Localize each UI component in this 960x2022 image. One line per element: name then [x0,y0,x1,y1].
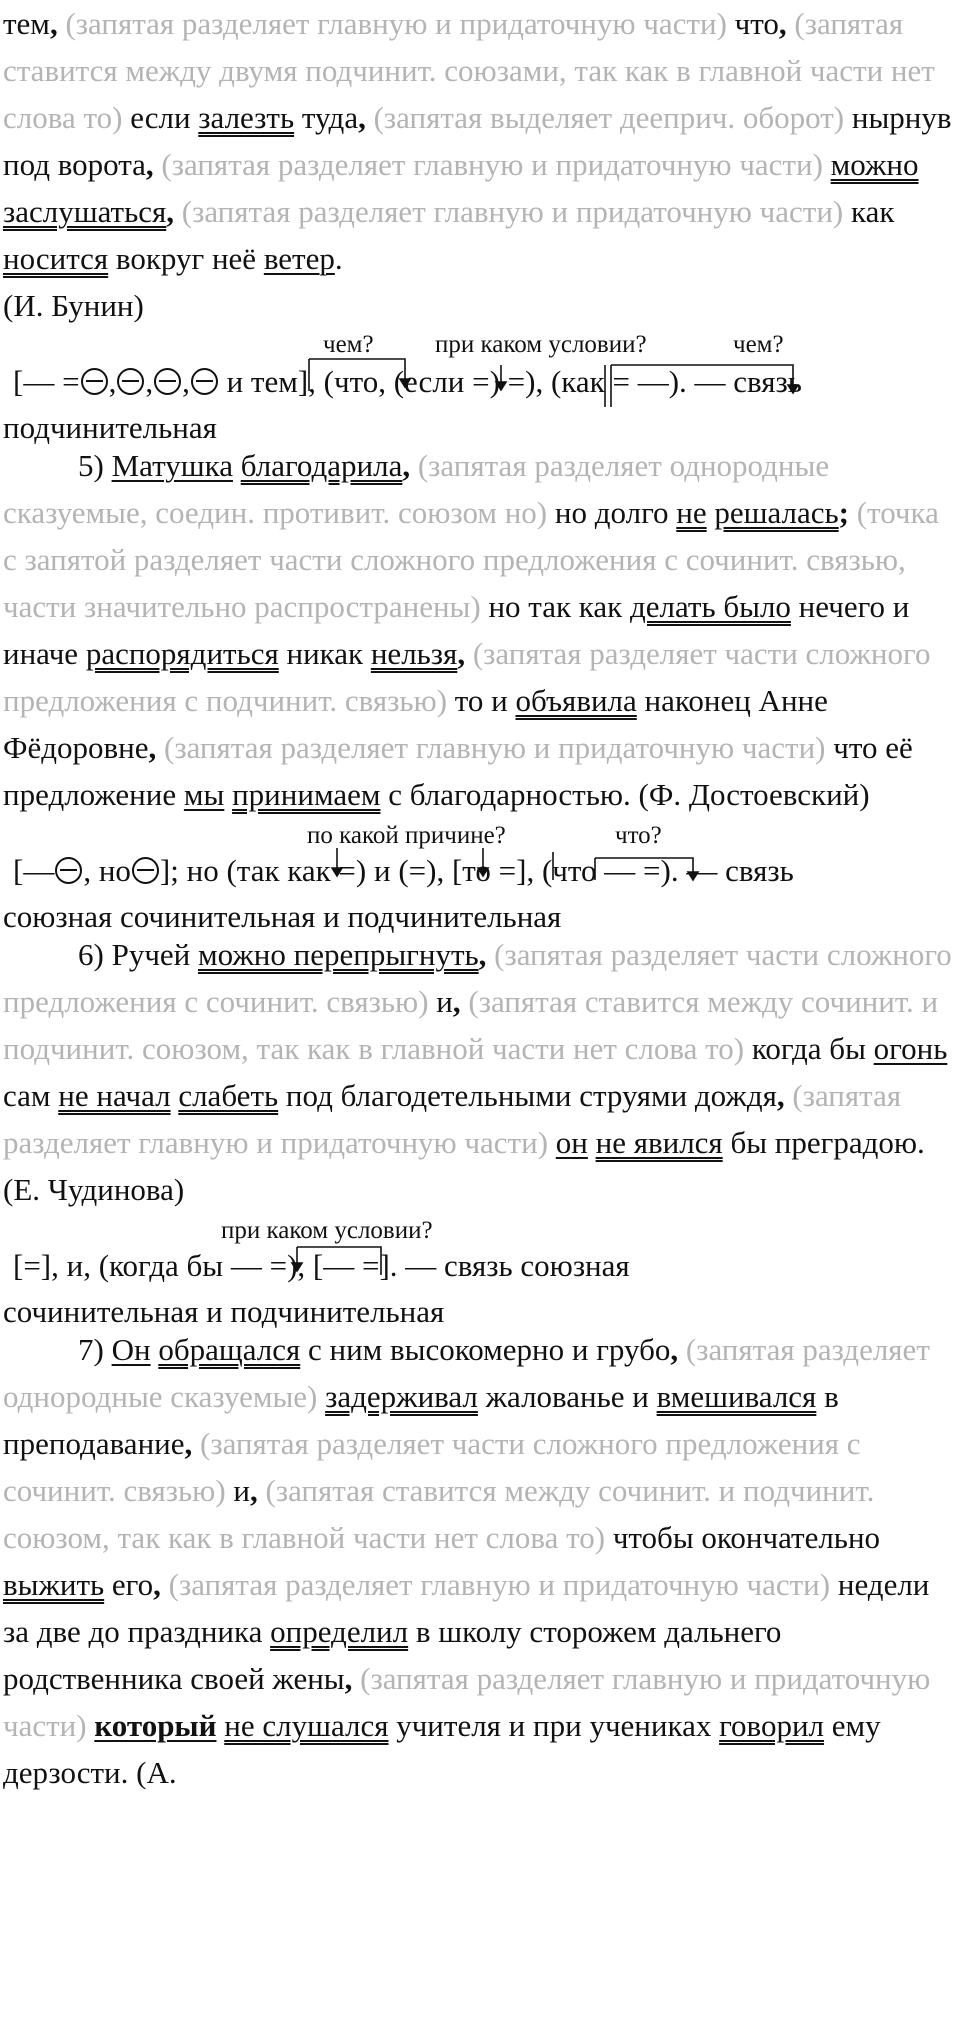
question-label: что? [615,822,662,849]
subject: который [94,1708,217,1743]
scheme-line: [=], и, (когда бы — =), [— =]. — связь союзная [13,1248,630,1283]
predicate: задерживал [325,1379,478,1414]
predicate: залезть [198,100,295,135]
text [588,1125,596,1160]
predicate: благодарила [240,448,403,483]
text: . [334,241,343,276]
predicate: объявила [515,683,637,718]
comment: (запятая разделяет части сложного предложения с подчинит. связью) [3,636,931,718]
paragraph-7 [3,1326,958,1796]
subject: мы [183,777,225,812]
comma: , [184,1426,201,1461]
text: но так как [480,589,630,624]
participle-circle-icon [132,857,159,884]
scheme-line [13,853,794,889]
comment: (запятая ставится между двумя подчинит. союзами, так как в главной части нет слова то) [3,6,935,135]
scheme-3 [3,1213,958,1329]
comma: , [148,730,165,765]
comment: (запятая разделяет главную и придаточную части) [3,1661,931,1743]
subject: Матушка [111,448,233,483]
comma: , [457,636,473,671]
scheme-caption: сочинительная и подчинительная [3,1294,445,1329]
comma: , [478,937,495,972]
scheme-text: [— = [13,364,80,399]
text: то и [447,683,516,718]
text [233,448,241,483]
comma: , [778,6,795,41]
paragraph-5 [3,442,958,818]
semicolon: ; [838,495,857,530]
question-label: чем? [733,331,784,358]
text: с ним высокомерно и грубо [300,1332,671,1367]
predicate: не слушался [224,1708,389,1743]
participle-circle-icon [191,368,218,395]
item-number: 7) [78,1332,112,1367]
scheme-1 [3,329,958,445]
comma: , [776,1078,793,1113]
author: (И. Бунин) [3,288,144,323]
participle-circle-icon [117,368,144,395]
predicate: говорил [719,1708,825,1743]
text: бы преградою. (Е. Чудинова) [3,1125,925,1207]
text: нечего и иначе [3,589,910,671]
subject: Он [111,1332,151,1367]
comment: (запятая разделяет однородные сказуемые) [3,1332,930,1414]
text: в преподавание [3,1379,839,1461]
text: и [225,1473,250,1508]
paragraph-6 [3,931,958,1213]
subject: ветер [263,241,335,276]
comment: (запятая разделяет части сложного предложения с сочинит. связью) [3,1426,861,1508]
comma: , [166,194,182,229]
comment: (запятая разделяет главную и придаточную части) [161,147,823,182]
text: ему дерзости. (А. [3,1708,881,1790]
item-number: 6) Ручей [78,937,199,972]
comma: , [250,1473,266,1508]
text [224,777,232,812]
text: его [104,1567,154,1602]
text: тем [3,6,50,41]
predicate: можно перепрыгнуть [198,937,479,972]
predicate: решалась [714,495,839,530]
text: что её предложение [3,730,913,812]
scheme-caption: подчинительная [3,410,217,445]
predicate: можно заслушаться [3,147,919,229]
predicate: распорядиться [85,636,279,671]
predicate: делать было [629,589,791,624]
question-label: по какой причине? [307,822,506,849]
participle-circle-icon [55,857,82,884]
predicate: не [676,495,707,530]
question-label: чем? [323,331,374,358]
item-number: 5) [78,448,112,483]
question-label: при каком условии? [221,1217,433,1244]
participle-circle-icon [81,368,108,395]
comment: (запятая разделяет части сложного предложения с сочинит. связью) [3,937,952,1019]
scheme-text: и тем], (что, (если =) =), (как = —). — связь [226,364,802,399]
text: жалованье и [477,1379,657,1414]
comma: , [344,1661,361,1696]
question-label: при каком условии? [435,331,647,358]
predicate: носится [3,241,109,276]
text: если [122,100,199,135]
predicate: выжить [3,1567,105,1602]
comment: (запятая выделяет дееприч. оборот) [373,100,845,135]
predicate: вмешивался [656,1379,817,1414]
text [317,1379,325,1414]
scheme-2 [3,818,958,934]
text: чтобы окончательно [605,1520,881,1555]
comment: (запятая разделяет главную и придаточную части) [181,194,844,229]
comma: , [153,1567,169,1602]
predicate: нельзя [370,636,458,671]
comma: , [358,100,374,135]
text [548,1125,556,1160]
predicate: принимаем [232,777,381,812]
comment: (запятая разделяет главную и придаточную части) [168,1567,831,1602]
text: в школу сторожем дальнего родственника своей жены [3,1614,782,1696]
comment: (точка с запятой разделяет части сложного предложения с сочинит. связью, части значительно распространены) [3,495,939,624]
document-page [3,0,958,1796]
comma: , [402,448,418,483]
predicate: не явился [595,1125,723,1160]
comment: (запятая разделяет однородные сказуемые, соедин. противит. союзом но) [3,448,830,530]
comment: (запятая ставится между сочинит. и подчинит. союзом, так как в главной части нет слова то) [3,1473,875,1555]
text: когда бы [744,1031,874,1066]
text: с благодарностью. (Ф. Достоевский) [380,777,870,812]
comma: , [145,147,162,182]
text: что [726,6,779,41]
text: недели за две до праздника [3,1567,930,1649]
predicate: слабеть [178,1078,279,1113]
scheme-text: ]; но (так как =) и (=), [то =], (что — =). — связь [159,853,794,888]
paragraph-bunin [3,0,958,329]
predicate: обращался [158,1332,301,1367]
scheme-line: [— = , , , и тем], (что, (если =) =), (как = —). — связь [13,364,802,399]
comment: (запятая разделяет главную и придаточную части) [164,730,826,765]
subject: огонь [873,1031,948,1066]
comma: , [49,6,66,41]
text: наконец Анне Фёдоровне [3,683,828,765]
text: учителя и при учениках [388,1708,720,1743]
text: под благодетельными струями дождя [278,1078,777,1113]
predicate: не начал [58,1078,171,1113]
text [823,147,831,182]
subject: он [555,1125,588,1160]
text: и [428,984,453,1019]
scheme-text: [— [13,853,55,888]
scheme-text: , но [83,853,131,888]
text: сам [3,1078,59,1113]
text: нырнув под ворота [3,100,952,182]
scheme-caption: союзная сочинительная и подчинительная [3,899,562,934]
comment: (запятая разделяет главную и придаточную части) [65,6,727,41]
text: как [843,194,895,229]
comment: (запятая разделяет главную и придаточную части) [3,1078,902,1160]
text: никак [278,636,371,671]
text: но долго [547,495,677,530]
text: вокруг неё [108,241,264,276]
participle-circle-icon [154,368,181,395]
predicate: определил [270,1614,409,1649]
comma: , [452,984,469,1019]
comma: , [670,1332,686,1367]
comment: (запятая ставится между сочинит. и подчинит. союзом, так как в главной части нет слова то) [3,984,939,1066]
text: туда [294,100,359,135]
